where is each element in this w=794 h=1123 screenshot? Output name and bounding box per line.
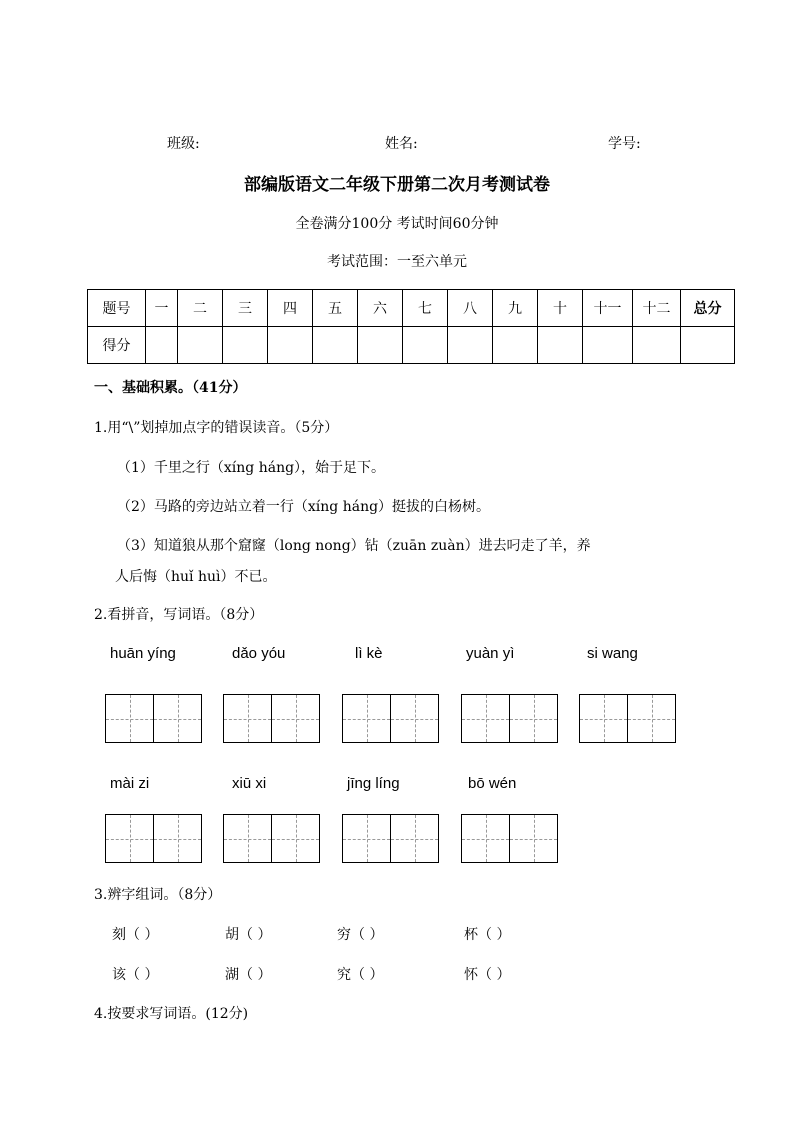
question-1-item: 人后悔（huǐ huì）不已。 — [115, 569, 277, 585]
char-word-item[interactable]: 怀（ ） — [464, 967, 511, 983]
score-input-cell[interactable] — [358, 327, 403, 364]
writing-grid[interactable] — [223, 814, 320, 863]
pinyin-label: lì kè — [355, 645, 383, 662]
tian-zi-cell[interactable] — [105, 814, 154, 863]
score-input-cell[interactable] — [448, 327, 493, 364]
score-input-cell[interactable] — [633, 327, 681, 364]
tian-zi-cell[interactable] — [342, 814, 391, 863]
section-1-heading: 一、基础积累。（41分） — [94, 380, 247, 396]
tian-zi-cell[interactable] — [627, 694, 676, 743]
table-cell: 十 — [538, 290, 583, 327]
char-word-item[interactable]: 胡（ ） — [225, 927, 272, 943]
score-input-cell[interactable] — [583, 327, 633, 364]
table-cell: 二 — [178, 290, 223, 327]
tian-zi-cell[interactable] — [153, 814, 202, 863]
exam-subtitle: 全卷满分100分 考试时间60分钟 — [295, 216, 499, 232]
score-input-cell[interactable] — [146, 327, 178, 364]
question-1-item: （3）知道狼从那个窟窿（long nong）钻（zuān zuàn）进去叼走了羊，养 — [117, 538, 591, 554]
score-input-cell[interactable] — [313, 327, 358, 364]
pinyin-label: dǎo yóu — [232, 645, 286, 662]
student-id-label: 学号: — [608, 136, 641, 152]
question-4-title: 4.按要求写词语。(12分) — [94, 1006, 249, 1022]
tian-zi-cell[interactable] — [153, 694, 202, 743]
class-label: 班级: — [167, 136, 200, 152]
tian-zi-cell[interactable] — [271, 694, 320, 743]
score-input-cell[interactable] — [268, 327, 313, 364]
writing-grid[interactable] — [105, 814, 202, 863]
pinyin-label: huān yíng — [110, 645, 176, 662]
score-input-cell[interactable] — [223, 327, 268, 364]
table-cell: 九 — [493, 290, 538, 327]
table-cell: 一 — [146, 290, 178, 327]
pinyin-label: xiū xi — [232, 775, 267, 792]
table-cell: 八 — [448, 290, 493, 327]
question-1-title: 1.用“\”划掉加点字的错误读音。（5分） — [94, 420, 339, 436]
writing-grid[interactable] — [461, 814, 558, 863]
tian-zi-cell[interactable] — [461, 814, 510, 863]
char-word-item[interactable]: 穷（ ） — [337, 927, 384, 943]
table-cell: 三 — [223, 290, 268, 327]
score-table-header-row — [88, 290, 735, 327]
score-input-cell[interactable] — [178, 327, 223, 364]
writing-grid[interactable] — [342, 814, 439, 863]
table-cell: 五 — [313, 290, 358, 327]
tian-zi-cell[interactable] — [105, 694, 154, 743]
score-table — [87, 289, 735, 364]
tian-zi-cell[interactable] — [223, 694, 272, 743]
tian-zi-cell[interactable] — [390, 694, 439, 743]
table-cell: 十二 — [633, 290, 681, 327]
tian-zi-cell[interactable] — [461, 694, 510, 743]
tian-zi-cell[interactable] — [579, 694, 628, 743]
writing-grid[interactable] — [342, 694, 439, 743]
table-cell: 六 — [358, 290, 403, 327]
char-word-item[interactable]: 湖（ ） — [225, 967, 272, 983]
exam-scope: 考试范围：一至六单元 — [327, 254, 467, 270]
table-cell: 七 — [403, 290, 448, 327]
table-cell: 十一 — [583, 290, 633, 327]
name-label: 姓名: — [385, 136, 418, 152]
writing-grid[interactable] — [579, 694, 676, 743]
question-3-title: 3.辨字组词。（8分） — [94, 887, 222, 903]
writing-grid[interactable] — [105, 694, 202, 743]
question-1-item: （2）马路的旁边站立着一行（xíng háng）挺拔的白杨树。 — [117, 499, 491, 515]
score-input-cell[interactable] — [403, 327, 448, 364]
tian-zi-cell[interactable] — [342, 694, 391, 743]
table-cell: 得分 — [88, 327, 146, 364]
writing-grid[interactable] — [461, 694, 558, 743]
table-cell: 题号 — [88, 290, 146, 327]
tian-zi-cell[interactable] — [223, 814, 272, 863]
writing-grid[interactable] — [223, 694, 320, 743]
table-cell: 四 — [268, 290, 313, 327]
char-word-item[interactable]: 究（ ） — [337, 967, 384, 983]
pinyin-label: bō wén — [468, 775, 517, 792]
question-1-item: （1）千里之行（xíng háng），始于足下。 — [117, 460, 386, 476]
question-2-title: 2.看拼音，写词语。（8分） — [94, 607, 264, 623]
score-input-cell[interactable] — [538, 327, 583, 364]
char-word-item[interactable]: 该（ ） — [112, 967, 159, 983]
score-table-score-row — [88, 327, 735, 364]
tian-zi-cell[interactable] — [509, 814, 558, 863]
exam-title: 部编版语文二年级下册第二次月考测试卷 — [244, 175, 550, 195]
pinyin-label: jīng líng — [347, 775, 400, 792]
char-word-item[interactable]: 杯（ ） — [464, 927, 511, 943]
tian-zi-cell[interactable] — [509, 694, 558, 743]
table-cell: 总分 — [681, 290, 735, 327]
score-input-cell[interactable] — [681, 327, 735, 364]
tian-zi-cell[interactable] — [271, 814, 320, 863]
pinyin-label: yuàn yì — [466, 645, 515, 662]
pinyin-label: mài zi — [110, 775, 150, 792]
score-input-cell[interactable] — [493, 327, 538, 364]
pinyin-label: si wang — [587, 645, 638, 662]
char-word-item[interactable]: 刻（ ） — [112, 927, 159, 943]
tian-zi-cell[interactable] — [390, 814, 439, 863]
